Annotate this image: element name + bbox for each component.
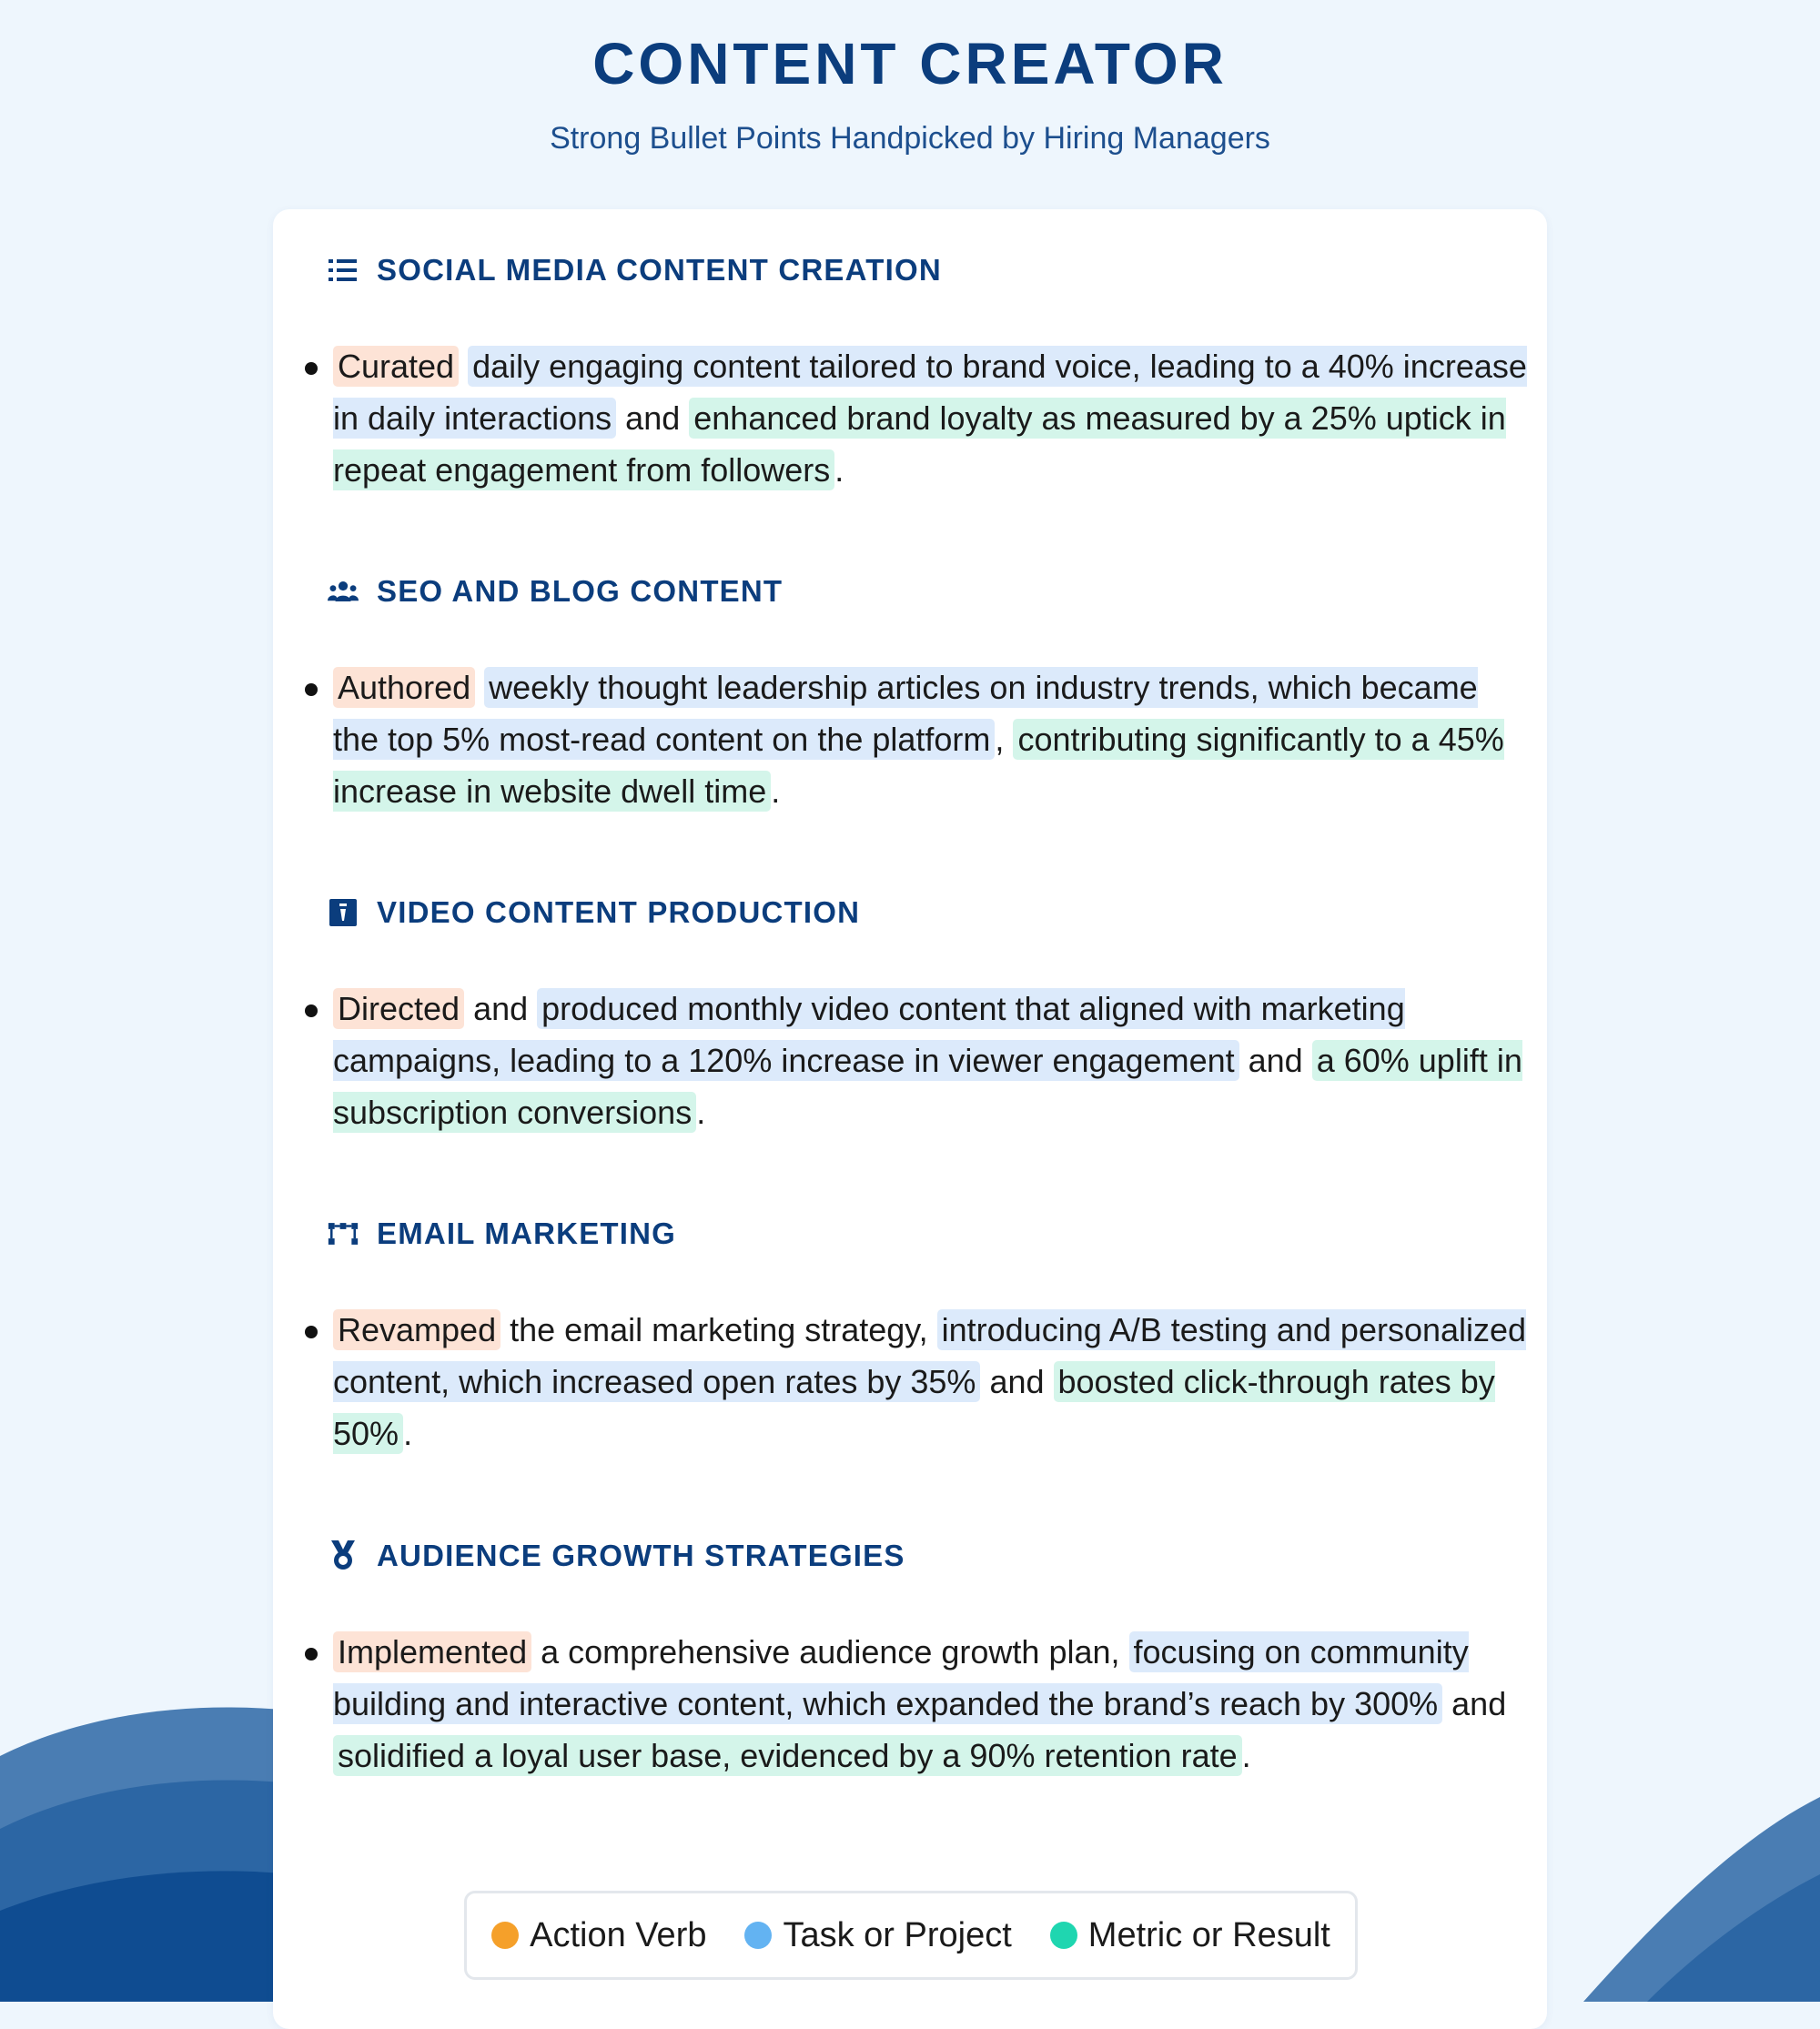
bullet-item xyxy=(328,983,1529,1138)
plain-text xyxy=(475,669,484,706)
plain-text: . xyxy=(771,772,781,810)
legend-item-task-or-project xyxy=(744,1916,1011,1955)
bullet-dot xyxy=(305,362,318,375)
medal-icon xyxy=(328,1540,359,1571)
section-seo-blog xyxy=(328,569,1529,817)
task-or-project: focusing on community building and interactive content, which expanded the brand’s reach by 300% xyxy=(333,1633,1469,1722)
bullet-item xyxy=(328,661,1529,817)
section-title: SEO AND BLOG CONTENT xyxy=(377,574,784,608)
legend-item-action-verb xyxy=(491,1916,706,1955)
legend-label: Task or Project xyxy=(783,1915,1012,1954)
metric-or-result: solidified a loyal user base, evidenced by a 90% retention rate xyxy=(333,1735,1242,1776)
legend-dot xyxy=(744,1922,772,1949)
section-header xyxy=(328,1533,1529,1579)
bullet-dot xyxy=(305,1326,318,1338)
task-or-project: daily engaging content tailored to brand voice, leading to a 40% increase in daily interactions xyxy=(333,348,1527,437)
section-audience-growth xyxy=(328,1533,1529,1782)
metric-or-result: boosted click-through rates by 50% xyxy=(333,1363,1495,1452)
bullet-text xyxy=(333,1626,1529,1782)
section-title: VIDEO CONTENT PRODUCTION xyxy=(377,895,861,929)
action-verb: Authored xyxy=(333,667,475,708)
section-header xyxy=(328,1211,1529,1257)
plain-text: . xyxy=(1241,1737,1251,1774)
users-icon xyxy=(328,576,359,607)
list-icon xyxy=(328,255,359,286)
bullet-text xyxy=(333,340,1529,496)
plain-text: and xyxy=(464,990,538,1027)
bullet-item xyxy=(328,340,1529,496)
action-verb: Curated xyxy=(333,346,459,387)
bullet-dot xyxy=(305,1648,318,1661)
legend-label: Action Verb xyxy=(530,1915,707,1954)
bullet-text xyxy=(333,661,1529,817)
bullet-item xyxy=(328,1626,1529,1782)
section-header xyxy=(328,569,1529,614)
action-verb: Implemented xyxy=(333,1631,531,1672)
section-title: EMAIL MARKETING xyxy=(377,1216,677,1250)
legend-dot xyxy=(491,1922,519,1949)
legend-dot xyxy=(1050,1922,1077,1949)
bullet-card xyxy=(273,209,1547,2029)
id-badge-icon xyxy=(328,897,359,928)
plain-text: and xyxy=(616,399,690,437)
metric-or-result: contributing significantly to a 45% increase in website dwell time xyxy=(333,721,1504,810)
section-email-marketing xyxy=(328,1211,1529,1459)
plain-text xyxy=(459,348,468,385)
section-video-content xyxy=(328,890,1529,1138)
legend xyxy=(464,1891,1358,1980)
bullet-dot xyxy=(305,683,318,696)
section-header xyxy=(328,247,1529,293)
action-verb: Directed xyxy=(333,988,464,1029)
bullet-text xyxy=(333,1304,1529,1459)
section-title: AUDIENCE GROWTH STRATEGIES xyxy=(377,1539,905,1572)
plain-text: a comprehensive audience growth plan, xyxy=(531,1633,1129,1671)
legend-label: Metric or Result xyxy=(1087,1915,1330,1954)
section-social-media xyxy=(328,247,1529,496)
page-title: CONTENT CREATOR xyxy=(592,31,1228,96)
plain-text: . xyxy=(696,1094,706,1131)
page-subtitle: Strong Bullet Points Handpicked by Hiring Managers xyxy=(550,121,1270,156)
action-verb: Revamped xyxy=(333,1309,500,1350)
section-title: SOCIAL MEDIA CONTENT CREATION xyxy=(377,253,942,287)
task-or-project: produced monthly video content that aligned with marketing campaigns, leading to a 120% increase in viewer engagement xyxy=(333,990,1405,1079)
plain-text: , xyxy=(995,721,1014,758)
bullet-item xyxy=(328,1304,1529,1459)
plain-text: the email marketing strategy, xyxy=(500,1311,937,1348)
plain-text: and xyxy=(1239,1042,1312,1079)
network-icon xyxy=(328,1218,359,1249)
bullet-dot xyxy=(305,1004,318,1017)
plain-text: . xyxy=(403,1415,413,1452)
metric-or-result: enhanced brand loyalty as measured by a 25% uptick in repeat engagement from followers xyxy=(333,399,1506,489)
plain-text: and xyxy=(980,1363,1054,1400)
bullet-text xyxy=(333,983,1529,1138)
task-or-project: introducing A/B testing and personalized content, which increased open rates by 35% xyxy=(333,1311,1527,1400)
plain-text: . xyxy=(834,451,844,489)
page-header xyxy=(0,27,1820,156)
task-or-project: weekly thought leadership articles on industry trends, which became the top 5% most-read content on the platform xyxy=(333,669,1478,758)
section-header xyxy=(328,890,1529,935)
legend-item-metric-or-result xyxy=(1050,1916,1330,1955)
plain-text: and xyxy=(1442,1685,1507,1722)
metric-or-result: a 60% uplift in subscription conversions xyxy=(333,1042,1522,1131)
